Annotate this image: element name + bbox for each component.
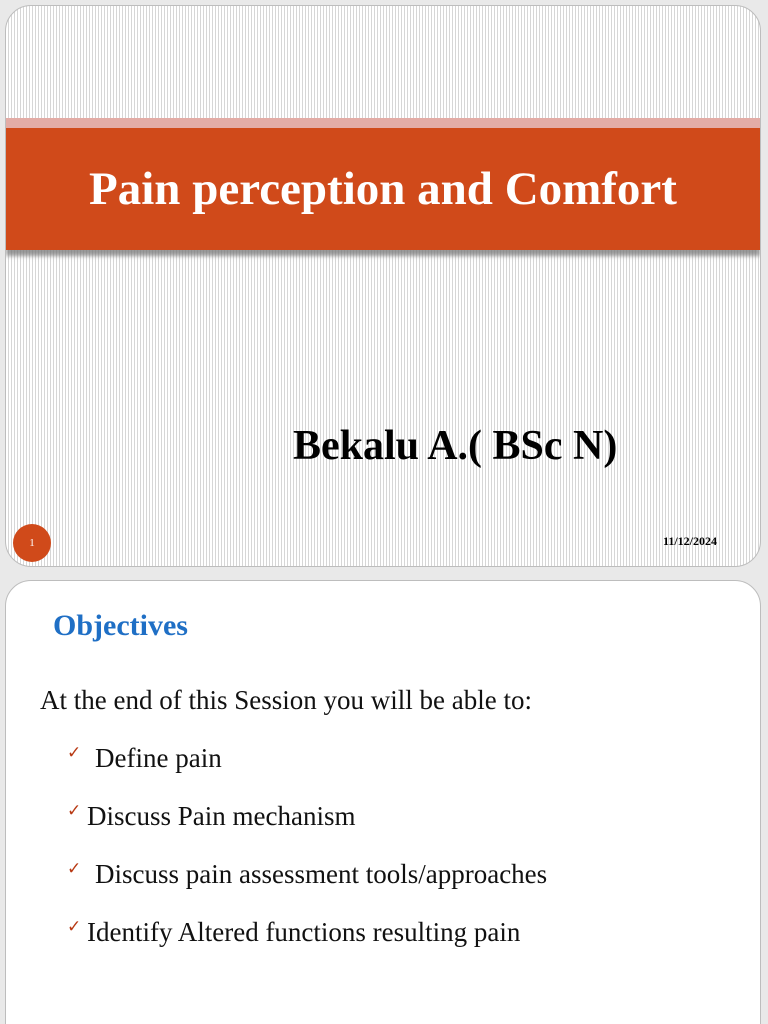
list-item-text: Discuss Pain mechanism <box>87 801 356 831</box>
list-item <box>67 915 547 973</box>
slide-number-badge: 1 <box>13 524 51 562</box>
checkmark-icon: ✓ <box>67 801 82 821</box>
list-item <box>67 857 547 915</box>
list-item <box>67 741 547 799</box>
objectives-slide <box>5 580 761 1024</box>
slide-date: 11/12/2024 <box>662 534 717 548</box>
objectives-intro: At the end of this Session you will be able to: <box>40 685 532 715</box>
author-name: Bekalu A.( BSc N) <box>293 423 618 469</box>
title-band-highlight <box>6 118 760 128</box>
objectives-heading: Objectives <box>53 609 188 642</box>
objectives-list <box>67 741 547 973</box>
checkmark-icon: ✓ <box>67 859 82 879</box>
title-slide <box>5 5 761 567</box>
checkmark-icon: ✓ <box>67 917 82 937</box>
list-item <box>67 799 547 857</box>
list-item-text: Identify Altered functions resulting pain <box>87 917 521 947</box>
checkmark-icon: ✓ <box>67 743 82 763</box>
list-item-text: Discuss pain assessment tools/approaches <box>95 859 548 889</box>
title-band <box>6 128 760 250</box>
list-item-text: Define pain <box>95 743 222 773</box>
slide-title: Pain perception and Comfort <box>89 163 677 215</box>
